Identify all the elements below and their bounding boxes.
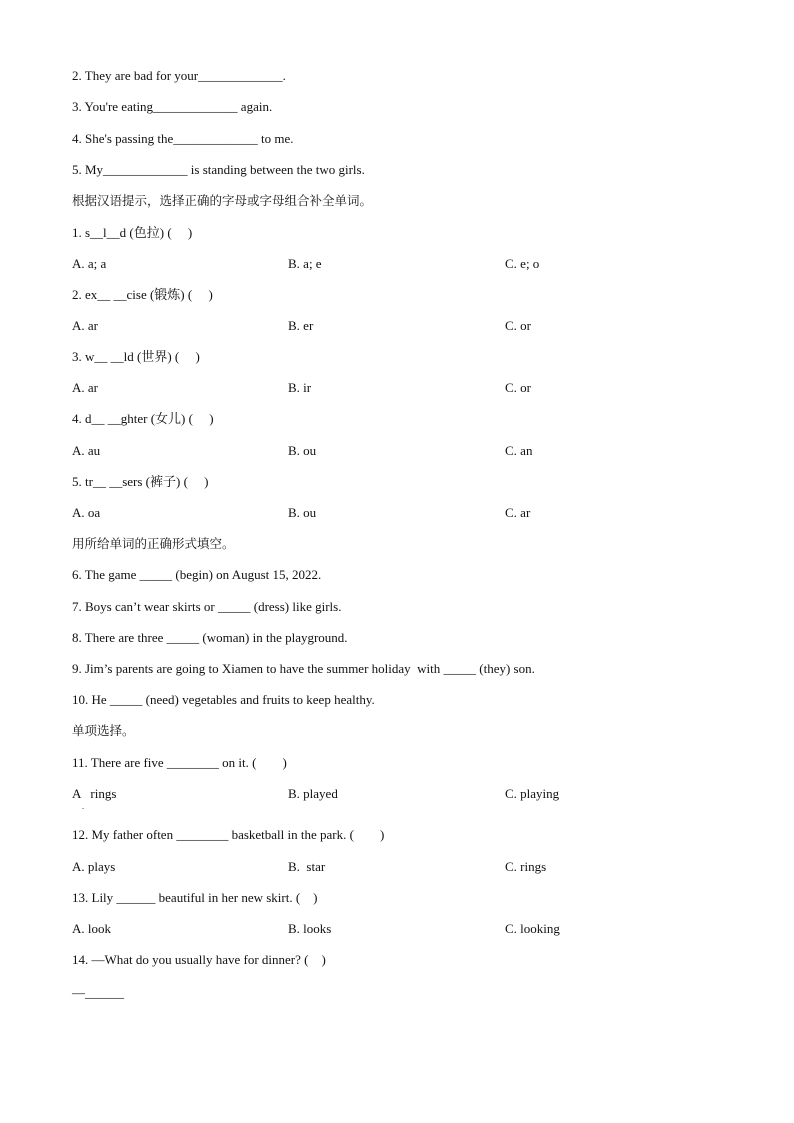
section-word-forms-instruction: 用所给单词的正确形式填空。	[72, 536, 235, 551]
word-form-question-7: 7. Boys can’t wear skirts or _____ (dress) like girls.	[72, 599, 342, 614]
word-form-question-10: 10. He _____ (need) vegetables and fruits to keep healthy.	[72, 692, 375, 707]
letters-question-1: 1. s__l__d (色拉) ( )	[72, 225, 193, 240]
letters-question-2: 2. ex__ __cise (锻炼) ( )	[72, 287, 213, 302]
letters-q3-option-c: C. or	[505, 380, 531, 395]
choice-question-13: 13. Lily ______ beautiful in her new skirt. ( )	[72, 890, 318, 905]
choice-q14-answer-blank: —______	[72, 985, 124, 1000]
letters-q1-option-a: A. a; a	[72, 256, 107, 271]
letters-q4-option-c: C. an	[505, 443, 533, 458]
section-choice-instruction: 单项选择。	[72, 723, 135, 738]
choice-q11-option-b: B. played	[288, 786, 338, 801]
question-3-fill: 3. You're eating_____________ again.	[72, 99, 273, 114]
stray-period-mark: .	[82, 802, 84, 811]
letters-q4-option-a: A. au	[72, 443, 101, 458]
choice-q13-option-c: C. looking	[505, 921, 560, 936]
choice-q12-option-a: A. plays	[72, 859, 116, 874]
question-5-fill: 5. My_____________ is standing between the two girls.	[72, 162, 365, 177]
letters-q5-option-b: B. ou	[288, 505, 317, 520]
letters-q3-option-b: B. ir	[288, 380, 312, 395]
choice-q12-option-c: C. rings	[505, 859, 547, 874]
question-2-fill: 2. They are bad for your_____________.	[72, 68, 286, 83]
letters-q3-option-a: A. ar	[72, 380, 98, 395]
choice-question-14: 14. —What do you usually have for dinner? ( )	[72, 952, 326, 967]
letters-q5-option-a: A. oa	[72, 505, 101, 520]
choice-question-11: 11. There are five ________ on it. ( )	[72, 755, 287, 770]
letters-q1-option-b: B. a; e	[288, 256, 322, 271]
letters-q2-option-a: A. ar	[72, 318, 98, 333]
choice-q13-option-a: A. look	[72, 921, 111, 936]
letters-q4-option-b: B. ou	[288, 443, 317, 458]
word-form-question-9: 9. Jim’s parents are going to Xiamen to have the summer holiday with _____ (they) son.	[72, 661, 535, 676]
choice-q11-option-c: C. playing	[505, 786, 560, 801]
letters-q1-option-c: C. e; o	[505, 256, 540, 271]
question-4-fill: 4. She's passing the_____________ to me.	[72, 131, 294, 146]
choice-q13-option-b: B. looks	[288, 921, 332, 936]
letters-q2-option-b: B. er	[288, 318, 314, 333]
letters-question-5: 5. tr__ __sers (裤子) ( )	[72, 474, 209, 489]
word-form-question-6: 6. The game _____ (begin) on August 15, 2022.	[72, 567, 322, 582]
letters-question-3: 3. w__ __ld (世界) ( )	[72, 349, 200, 364]
section-letters-instruction: 根据汉语提示，选择正确的字母或字母组合补全单词。	[72, 193, 373, 208]
word-form-question-8: 8. There are three _____ (woman) in the playground.	[72, 630, 348, 645]
letters-question-4: 4. d__ __ghter (女儿) ( )	[72, 411, 214, 426]
choice-q11-option-a: A rings	[72, 786, 117, 801]
letters-q2-option-c: C. or	[505, 318, 531, 333]
choice-q12-option-b: B. star	[288, 859, 326, 874]
choice-question-12: 12. My father often ________ basketball in the park. ( )	[72, 827, 385, 842]
letters-q5-option-c: C. ar	[505, 505, 531, 520]
